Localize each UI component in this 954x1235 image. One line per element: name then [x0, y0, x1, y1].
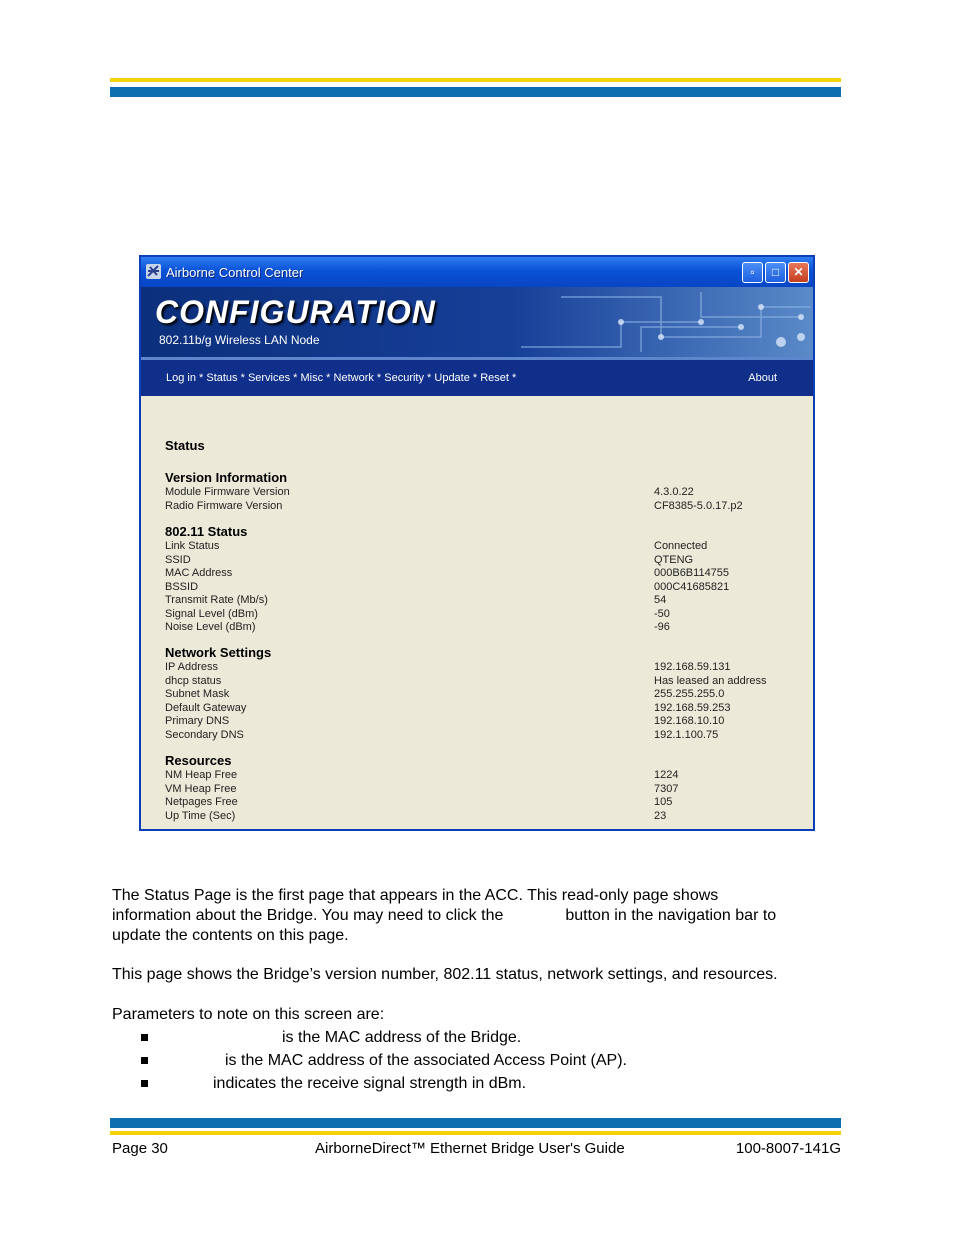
bullet-text: indicates the receive signal strength in dBm. [213, 1075, 527, 1092]
row-label: Signal Level (dBm) [165, 607, 258, 620]
row-label: dhcp status [165, 674, 222, 687]
row-value: 23 [654, 809, 667, 822]
row-value: Has leased an address [654, 674, 767, 687]
row-label: NM Heap Free [165, 769, 238, 781]
status-row [165, 608, 813, 622]
row-value: 4.3.0.22 [654, 486, 694, 498]
row-value: 000B6B114755 [654, 567, 730, 579]
footer-title: AirborneDirect™ Ethernet Bridge User's Guide [315, 1140, 625, 1157]
row-value: QTENG [654, 553, 694, 566]
nav-bar [141, 357, 813, 396]
status-row [165, 715, 813, 729]
row-label: IP Address [165, 661, 218, 673]
bullet-marker [141, 1080, 148, 1087]
banner-title: CONFIGURATION [155, 294, 436, 330]
footer-rule-yellow [110, 1131, 841, 1135]
row-value: 192.168.59.131 [654, 661, 731, 673]
close-icon[interactable]: ✕ [788, 262, 809, 283]
status-row [165, 581, 813, 595]
status-row [165, 702, 813, 716]
row-label: MAC Address [165, 567, 233, 579]
row-value: 105 [654, 796, 673, 808]
row-value: 255.255.255.0 [654, 688, 725, 700]
row-value: 000C41685821 [654, 580, 730, 593]
nav-about-link[interactable]: About [748, 372, 777, 384]
parameters-intro: Parameters to note on this screen are: [112, 1006, 385, 1023]
network-settings-section [165, 645, 813, 742]
bullet-marker [141, 1034, 148, 1041]
row-label: VM Heap Free [165, 782, 237, 795]
footer-rule-blue [110, 1118, 841, 1128]
row-label: Noise Level (dBm) [165, 621, 256, 633]
row-value: 7307 [654, 782, 679, 795]
row-label: Subnet Mask [165, 688, 230, 700]
row-value: 192.168.10.10 [654, 715, 725, 727]
bullet-text: is the MAC address of the associated Access Point (AP). [225, 1052, 627, 1069]
status-row [165, 621, 813, 635]
bullet-marker [141, 1057, 148, 1064]
status-row [165, 783, 813, 797]
maximize-icon[interactable]: □ [765, 262, 786, 283]
row-value: 192.1.100.75 [654, 728, 719, 741]
status-row [165, 486, 813, 500]
row-value: CF8385-5.0.17.p2 [654, 499, 743, 512]
row-label: Link Status [165, 540, 220, 552]
resources-section [165, 753, 813, 823]
footer-doc-number: 100-8007-141G [735, 1140, 841, 1157]
status-row [165, 810, 813, 824]
row-value: Connected [654, 540, 708, 552]
wireless-status-section [165, 524, 813, 635]
window-titlebar[interactable] [141, 257, 813, 287]
status-row [165, 500, 813, 514]
row-value: 192.168.59.253 [654, 701, 731, 714]
app-icon [146, 264, 161, 279]
header-rule-blue [110, 87, 841, 97]
status-content [141, 396, 813, 829]
row-label: SSID [165, 553, 191, 566]
intro-line-3: update the contents on this page. [112, 927, 349, 944]
row-value: 1224 [654, 769, 679, 781]
version-information-section [165, 470, 813, 513]
row-label: Up Time (Sec) [165, 809, 236, 822]
footer-page-number: Page 30 [112, 1140, 168, 1157]
row-label: Transmit Rate (Mb/s) [165, 594, 268, 606]
intro-line-2a: information about the Bridge. You may need to click the [112, 907, 504, 924]
minimize-icon[interactable]: ▫ [742, 262, 763, 283]
row-label: Netpages Free [165, 796, 238, 808]
section-heading: Resources [165, 753, 232, 768]
header-rule-yellow [110, 78, 841, 82]
row-label: Secondary DNS [165, 728, 244, 741]
row-label: BSSID [165, 580, 199, 593]
window-title: Airborne Control Center [166, 265, 304, 280]
status-row [165, 540, 813, 554]
summary-paragraph: This page shows the Bridge’s version number, 802.11 status, network settings, and resources. [112, 966, 778, 983]
status-page-title: Status [165, 438, 205, 453]
banner-subtitle: 802.11b/g Wireless LAN Node [159, 333, 320, 347]
status-row [165, 567, 813, 581]
status-row [165, 594, 813, 608]
nav-links[interactable]: Log in * Status * Services * Misc * Network * Security * Update * Reset * [166, 372, 517, 384]
status-row [165, 729, 813, 743]
status-row [165, 796, 813, 810]
row-label: Primary DNS [165, 715, 230, 727]
row-value: -96 [654, 621, 670, 633]
status-row [165, 661, 813, 675]
circuit-pattern-graphic [501, 287, 813, 357]
section-heading: Network Settings [165, 645, 272, 660]
intro-line-1: The Status Page is the first page that appears in the ACC. This read-only page shows [112, 887, 719, 904]
intro-paragraph [112, 886, 776, 946]
configuration-banner [141, 287, 813, 357]
status-row [165, 675, 813, 689]
section-heading: Version Information [165, 470, 288, 485]
status-row [165, 769, 813, 783]
intro-line-2b: button in the navigation bar to [565, 907, 777, 924]
intro-line-2 [112, 906, 776, 926]
acc-window [139, 255, 815, 831]
section-heading: 802.11 Status [165, 524, 248, 539]
status-row [165, 554, 813, 568]
bullet-text: is the MAC address of the Bridge. [282, 1029, 522, 1046]
row-value: -50 [654, 607, 670, 620]
row-label: Default Gateway [165, 701, 247, 714]
row-label: Radio Firmware Version [165, 499, 283, 512]
row-value: 54 [654, 594, 667, 606]
row-label: Module Firmware Version [165, 486, 290, 498]
status-row [165, 688, 813, 702]
